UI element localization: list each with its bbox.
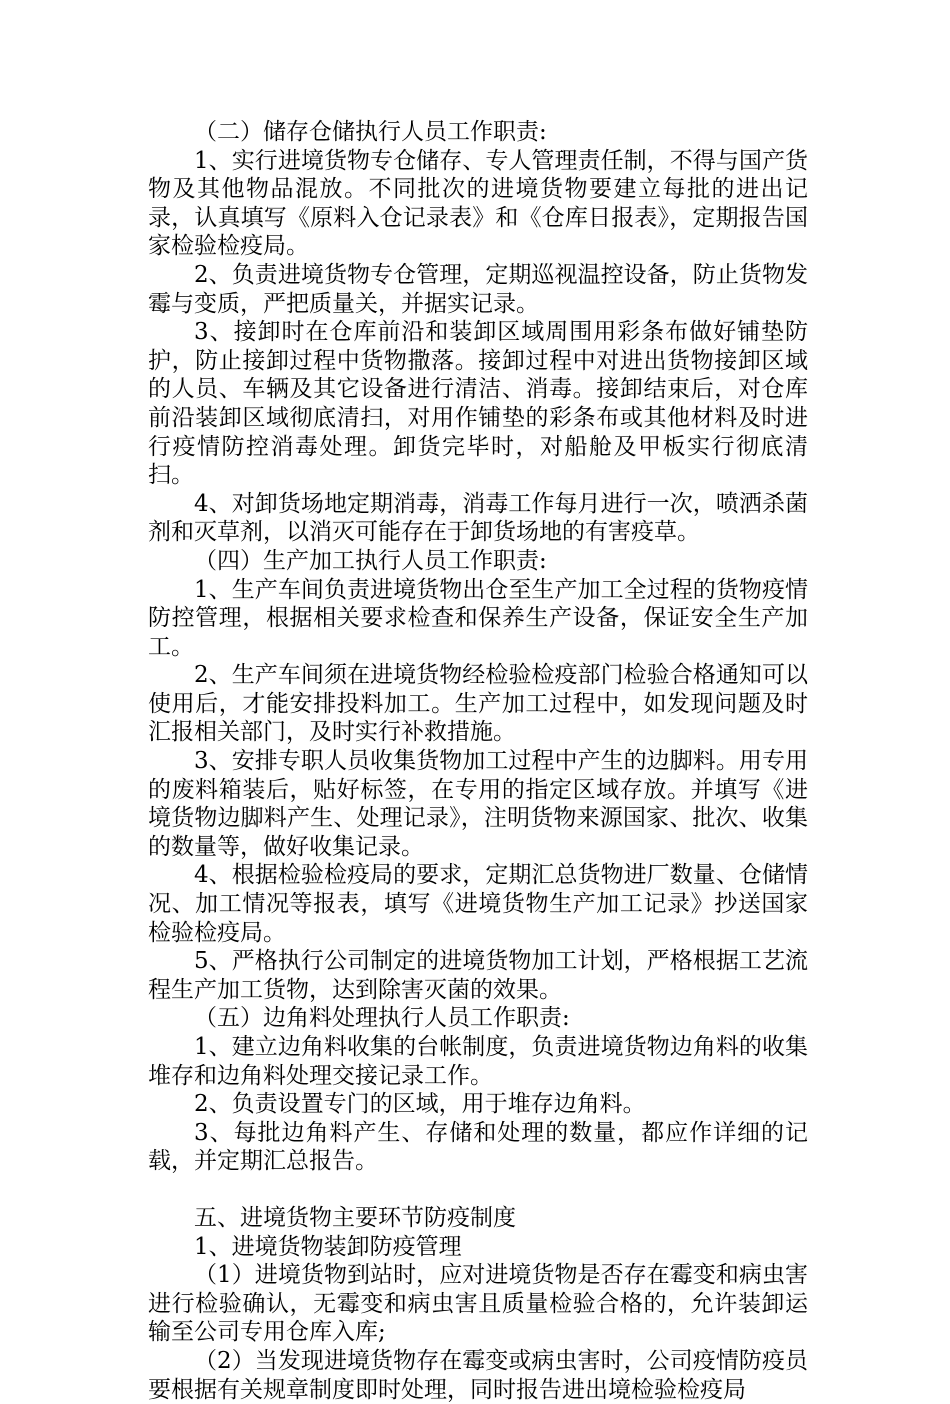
paragraph: 2、生产车间须在进境货物经检验检疫部门检验合格通知可以使用后，才能安排投料加工。生产加工过程中，如发现问题及时汇报相关部门，及时实行补救措施。	[148, 662, 808, 746]
section-heading-scraps: （五）边角料处理执行人员工作职责:	[194, 1005, 570, 1032]
chapter-heading-quarantine: 五、进境货物主要环节防疫制度	[194, 1204, 516, 1231]
paragraph: 2、负责设置专门的区域，用于堆存边角料。	[194, 1091, 646, 1118]
paragraph: 3、接卸时在仓库前沿和装卸区域周围用彩条布做好铺垫防护，防止接卸过程中货物撒落。接卸过程中对进出货物接卸区域的人员、车辆及其它设备进行清洁、消毒。接卸结束后，对仓库前沿装卸区域彻底清扫，对用作铺垫的彩条布或其他材料及时进行疫情防控消毒处理。卸货完毕时，对船舱及甲板实行彻底清扫。	[148, 319, 808, 489]
paragraph: 1、生产车间负责进境货物出仓至生产加工全过程的货物疫情防控管理，根据相关要求检查和保养生产设备，保证安全生产加工。	[148, 576, 808, 660]
paragraph: 3、安排专职人员收集货物加工过程中产生的边脚料。用专用的废料箱装后，贴好标签，在专用的指定区域存放。并填写《进境货物边脚料产生、处理记录》，注明货物来源国家、批次、收集的数量等，做好收集记录。	[148, 748, 808, 860]
section-heading-production: （四）生产加工执行人员工作职责:	[194, 547, 547, 574]
section-heading-storage: （二）储存仓储执行人员工作职责:	[194, 119, 547, 145]
paragraph: （1）进境货物到站时，应对进境货物是否存在霉变和病虫害进行检验确认，无霉变和病虫害且质量检验合格的，允许装卸运输至公司专用仓库入库;	[148, 1262, 808, 1346]
paragraph: 2、负责进境货物专仓管理，定期巡视温控设备，防止货物发霉与变质，严把质量关，并据实记录。	[148, 261, 808, 317]
paragraph: （2）当发现进境货物存在霉变或病虫害时，公司疫情防疫员要根据有关规章制度即时处理，同时报告进出境检验检疫局	[148, 1347, 808, 1403]
subsection-heading-loading: 1、进境货物装卸防疫管理	[194, 1233, 462, 1260]
paragraph: 1、实行进境货物专仓储存、专人管理责任制，不得与国产货物及其他物品混放。不同批次的进境货物要建立每批的进出记录，认真填写《原料入仓记录表》和《仓库日报表》，定期报告国家检验检疫局。	[148, 147, 808, 260]
paragraph: 3、每批边角料产生、存储和处理的数量，都应作详细的记载，并定期汇总报告。	[148, 1119, 808, 1175]
paragraph: 5、严格执行公司制定的进境货物加工计划，严格根据工艺流程生产加工货物，达到除害灭菌的效果。	[148, 948, 808, 1003]
blank-line	[148, 1176, 808, 1204]
paragraph: 1、建立边角料收集的台帐制度，负责进境货物边角料的收集堆存和边角料处理交接记录工作。	[148, 1034, 808, 1089]
paragraph: 4、根据检验检疫局的要求，定期汇总货物进厂数量、仓储情况、加工情况等报表，填写《进境货物生产加工记录》抄送国家检验检疫局。	[148, 862, 808, 946]
document-body	[148, 118, 808, 1404]
paragraph: 4、对卸货场地定期消毒，消毒工作每月进行一次，喷洒杀菌剂和灭草剂，以消灭可能存在于卸货场地的有害疫草。	[148, 490, 808, 546]
